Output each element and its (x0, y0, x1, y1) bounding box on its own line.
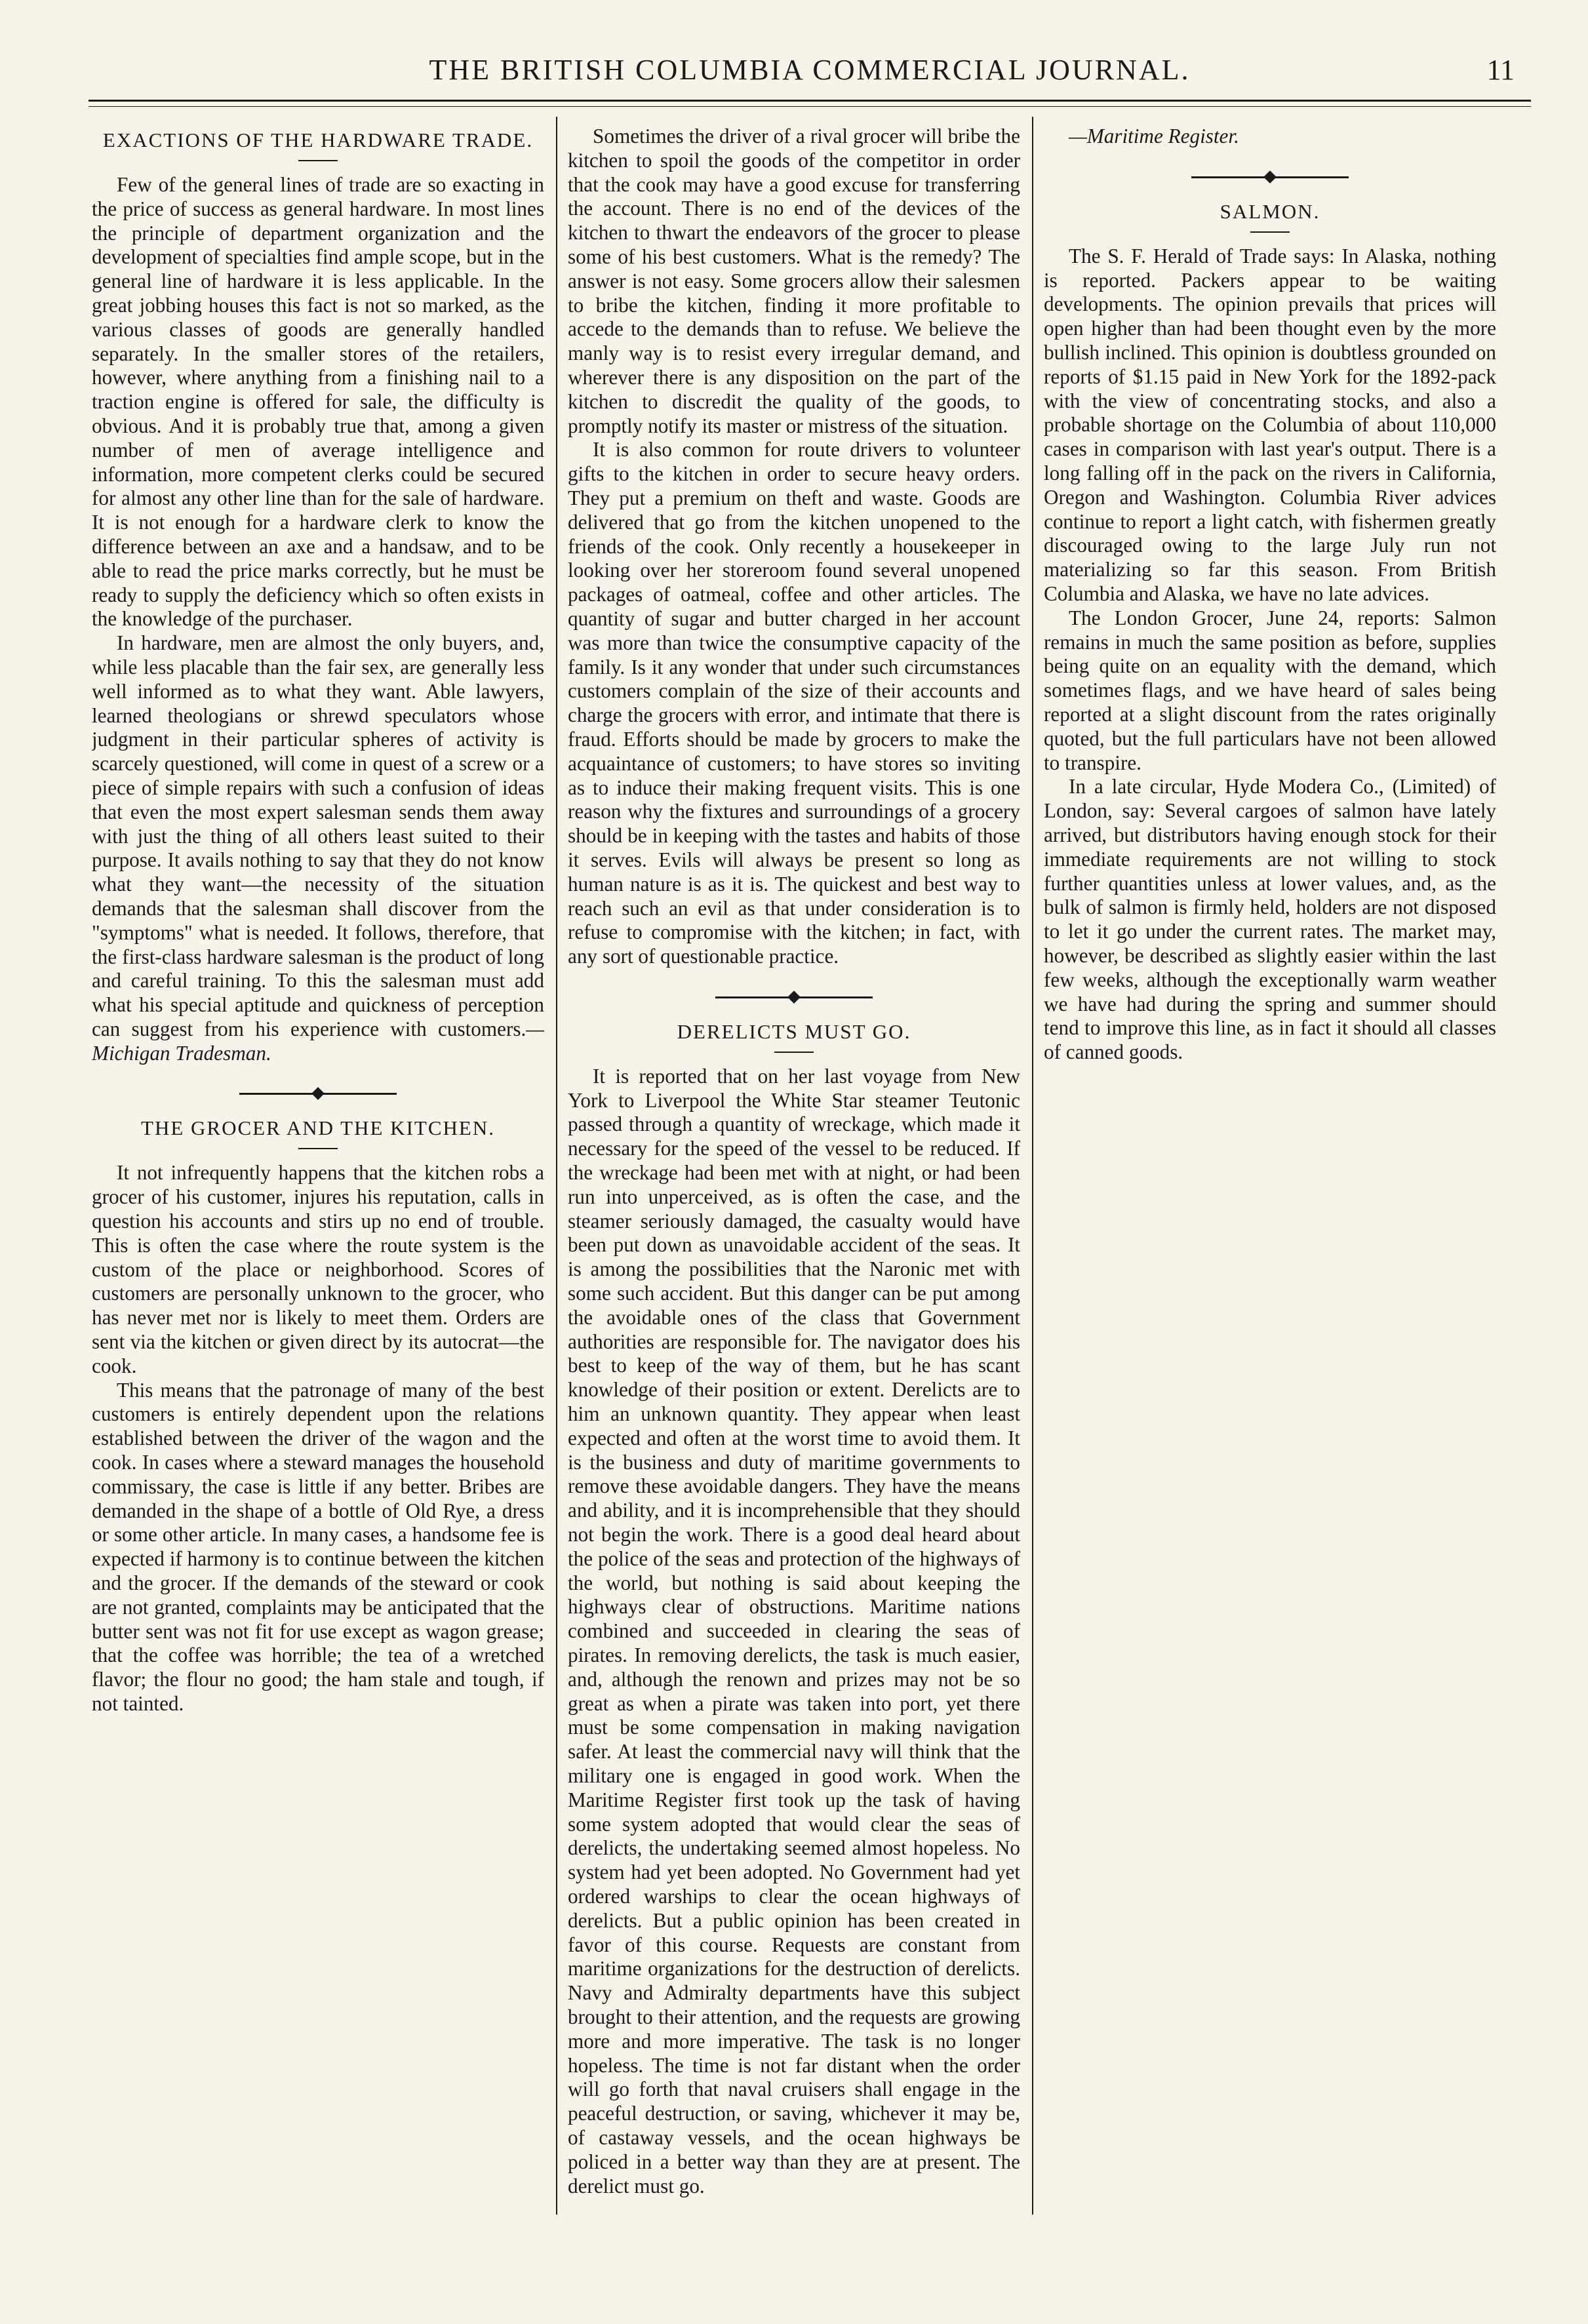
masthead-rule-thick (89, 100, 1531, 102)
section-divider-ornament (715, 991, 873, 1003)
article-source: —Michigan Tradesman. (92, 1017, 544, 1065)
article-title-grocer: THE GROCER AND THE KITCHEN. (141, 1116, 495, 1140)
masthead-title: THE BRITISH COLUMBIA COMMERCIAL JOURNAL. (429, 54, 1191, 86)
masthead-rule-thin (89, 106, 1531, 107)
article-paragraph: Sometimes the driver of a rival grocer will bribe the kitchen to spoil the goods of the competitor in order that the cook may have a good excuse for transferring the account. There is no end of the devices of the kitchen to thwart the endeavors of the grocer to please some of his best customers. What is the remedy? The answer is not easy. Some grocers allow their salesmen to bribe the kitchen, finding it more profitable to accede to the demands than to refuse. We believe the manly way is to resist every irregular demand, and wherever there is any disposition on the part of the kitchen to discredit the quality of the goods, to promptly notify its master or mistress of the situation. (568, 125, 1020, 437)
column-3 (1044, 125, 1496, 2229)
article-paragraph: It is reported that on her last voyage from New York to Liverpool the White Star steamer Teutonic passed through a quantity of wreckage, which made it necessary for the speed of the vessel to be reduced. If the wreckage had been met with at night, or had been run into unperceived, as is often the case, and the steamer seriously damaged, the casualty would have been put down as unavoidable accident of the seas. It is among the possibilities that the Naronic met with some such accident. But this danger can be put among the avoidable ones of the class that Government authorities are responsible for. The navigator does his best to keep of the way of them, but he has scant knowledge of their position or extent. Derelicts are to him an unknown quantity. They appear when least expected and often at the worst time to avoid them. It is the business and duty of maritime governments to remove these avoidable dangers. They have the means and ability, and it is incomprehensible that they should not begin the work. There is a good deal heard about the police of the seas and protection of the highways of the world, but nothing is said about keeping the highways clear of obstructions. Maritime nations combined and succeeded in clearing the seas of pirates. In removing derelicts, the task is much easier, and, although the renown and prizes may not be so great as when a pirate was taken into port, yet there must be some compensation in making navigation safer. At least the commercial navy will think that the military one is engaged in good work. When the Maritime Register first took up the task of having some system adopted that would clear the seas of derelicts, the undertaking seemed almost hopeless. No system had yet been adopted. No Government had yet ordered warships to clear the ocean highways of derelicts. But a public opinion has been created in favor of this course. Requests are constant from maritime organizations for the destruction of derelicts. Navy and Admiralty departments have this subject brought to their attention, and the requests are growing more and more imperative. The task is no longer hopeless. The time is not far distant when the order will go forth that naval cruisers shall engage in the peaceful destruction, or saving, whichever it may be, of castaway vessels, and the ocean highways be policed in a better way than they are at present. The derelict must go. (568, 1064, 1020, 2197)
title-underline (1250, 231, 1290, 233)
article-paragraph: The S. F. Herald of Trade says: In Alaska, nothing is reported. Packers appear to be waiting developments. The opinion prevails that prices will open higher than had been thought even by the more bullish inclined. This opinion is doubtless grounded on reports of $1.15 paid in New York for the 1892-pack with the view of concentrating stocks, and also a probable shortage on the Columbia of about 110,000 cases in comparison with last year's output. There is a long falling off in the pack on the rivers in California, Oregon and Washington. Columbia River advices continue to report a light catch, with fishermen greatly discouraged owing to the large July run not materializing so far this season. From British Columbia and Alaska, we have no late advices. (1044, 244, 1496, 605)
title-underline (298, 1148, 338, 1149)
article-source: —Maritime Register. (1069, 125, 1239, 148)
article-paragraph: It not infrequently happens that the kitchen robs a grocer of his customer, injures his reputation, calls in question his accounts and stirs up no end of trouble. This is often the case where the route system is the custom of the place or neighborhood. Scores of customers are personally unknown to the grocer, who has never met nor is likely to meet them. Orders are sent via the kitchen or given direct by its autocrat—the cook. (92, 1161, 544, 1377)
title-underline (298, 160, 338, 161)
title-underline (774, 1052, 814, 1053)
article-paragraph: Few of the general lines of trade are so exacting in the price of success as general hardware. In most lines the principle of department organization and the development of specialties find ample scope, but in the general line of hardware it is less applicable. In the great jobbing houses this fact is not so marked, as the various classes of goods are generally handled separately. In the smaller stores of the retailers, however, where anything from a finishing nail to a traction engine is offered for sale, the difficulty is obvious. And it is probably true that, among a given number of men of average intelligence and information, more competent clerks could be secured for almost any other line than for the sale of hardware. It is not enough for a hardware clerk to know the difference between an axe and a handsaw, and to be able to read the price marks correctly, but he must be ready to supply the deficiency which so often exists in the knowledge of the purchaser. (92, 173, 544, 631)
article-title-derelicts: DERELICTS MUST GO. (677, 1019, 911, 1043)
article-paragraph: In a late circular, Hyde Modera Co., (Limited) of London, say: Several cargoes of salmon have lately arrived, but distributors having enough stock for their immediate requirements are not willing to stock further quantities unless at lower values, and, as the bulk of salmon is firmly held, holders are not disposed to let it go under the current rates. The market may, however, be described as slightly easier within the last few weeks, although the exceptionally warm weather we have had during the spring and summer should tend to improve this line, as in fact it should all classes of canned goods. (1044, 775, 1496, 1064)
column-divider-2 (1032, 117, 1033, 2215)
section-divider-ornament (239, 1088, 397, 1099)
article-title-salmon: SALMON. (1220, 199, 1320, 223)
article-paragraph: It is also common for route drivers to volunteer gifts to the kitchen in order to secure heavy orders. They put a premium on theft and waste. Goods are delivered that go from the kitchen unopened to the friends of the cook. Only recently a housekeeper in looking over her storeroom found several unopened packages of oatmeal, coffee and other articles. The quantity of sugar and butter charged in her account was more than twice the consumptive capacity of the family. Is it any wonder that under such circumstances customers complain of the size of their accounts and charge the grocers with error, and intimate that there is fraud. Efforts should be made by grocers to make the acquaintance of customers; to have stores so inviting as to induce their making frequent visits. This is one reason why the fixtures and surroundings of a grocery should be in keeping with the tastes and habits of those it serves. Evils will always be present so long as human nature is as it is. The quickest and best way to reach such an evil as that under consideration is to refuse to compromise with the kitchen; in fact, with any sort of questionable practice. (568, 438, 1020, 968)
article-text: In hardware, men are almost the only buyers, and, while less placable than the fair sex, are generally less well informed as to what they want. Able lawyers, learned theologians or shrewd speculators whose judgment in their particular spheres of activity is scarcely questioned, will come in quest of a screw or a piece of simple repairs with such a confusion of ideas that even the most expert salesman sends them away with just the thing of all others least suited to their purpose. It avails nothing to say that they do not know what they want—the necessity of the situation demands that the salesman shall discover from the "symptoms" what is needed. It follows, therefore, that the first-class hardware salesman is the product of long and careful training. To this the salesman must add what his special aptitude and quickness of perception can suggest from his experience with customers. (92, 631, 544, 1040)
column-divider-1 (556, 117, 557, 2215)
column-2 (568, 125, 1020, 2229)
article-paragraph (92, 631, 544, 1065)
page-number: 11 (1486, 54, 1515, 86)
column-1 (92, 125, 544, 2229)
article-paragraph (1044, 125, 1496, 149)
diamond-icon (1263, 170, 1277, 184)
article-title-hardware: EXACTIONS OF THE HARDWARE TRADE. (102, 128, 534, 151)
diamond-icon (787, 991, 801, 1004)
diamond-icon (311, 1088, 325, 1101)
article-paragraph: The London Grocer, June 24, reports: Salmon remains in much the same position as before, supplies being quite on an equality with the demand, which sometimes flags, and we have heard of sales being reported at a slight discount from the rates originally quoted, but the full particulars have not been allowed to transpire. (1044, 606, 1496, 774)
article-paragraph: This means that the patronage of many of the best customers is entirely dependent upon the relations established between the driver of the wagon and the cook. In cases where a steward manages the household commissary, the case is little if any better. Bribes are demanded in the shape of a bottle of Old Rye, a dress or some other article. In many cases, a handsome fee is expected if harmony is to continue between the kitchen and the grocer. If the demands of the steward or cook are not granted, complaints may be anticipated that the butter sent was not fit for use except as wagon grease; that the coffee was horrible; the tea of a wretched flavor; the flour no good; the ham stale and tough, if not tainted. (92, 1378, 544, 1716)
section-divider-ornament (1191, 171, 1349, 183)
